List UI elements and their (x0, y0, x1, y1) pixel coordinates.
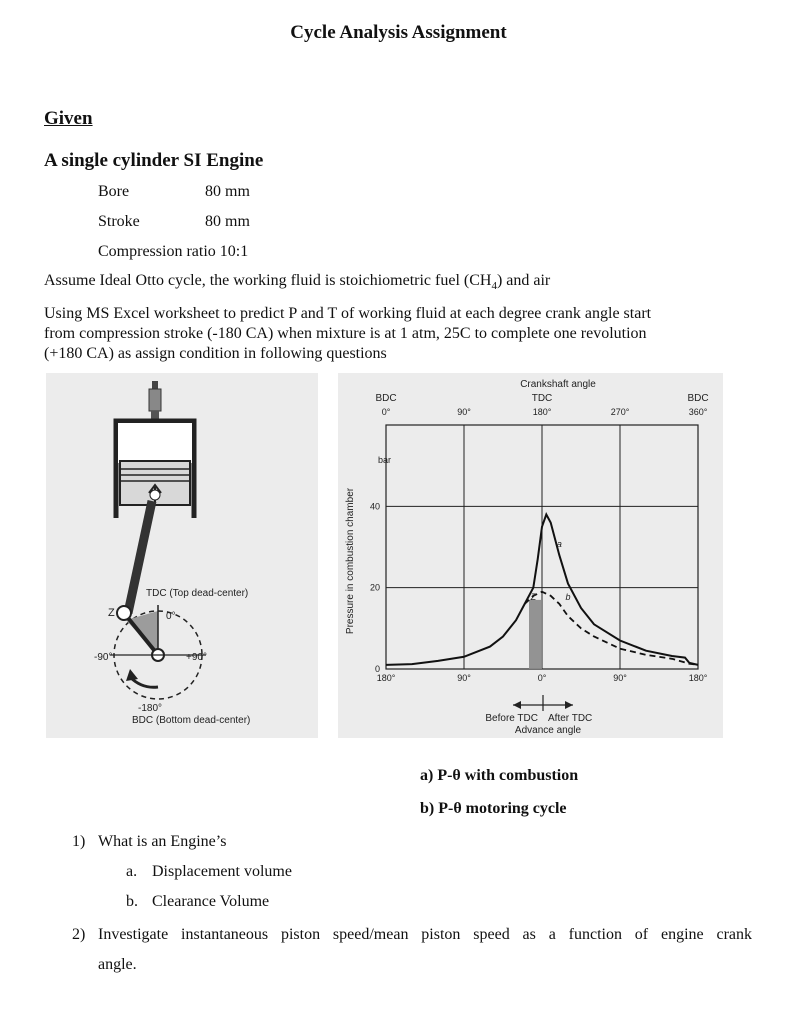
y-tick-label: 40 (369, 501, 380, 512)
instruction-paragraph (44, 304, 744, 364)
top-tick-label: 270° (610, 407, 630, 417)
top-tick-label: 0° (381, 407, 391, 417)
bottom-tick-label: 0° (537, 673, 547, 683)
bottom-tick-label: 90° (613, 673, 627, 683)
y-unit: bar (378, 455, 392, 465)
q2-line-2: angle. (98, 956, 137, 973)
q2-number: 2) (72, 926, 86, 943)
y-axis-label: Pressure in combustion chamber (345, 487, 356, 635)
piston (120, 461, 190, 505)
spec-bore-value: 80 mm (205, 183, 250, 200)
y-tick-label: 20 (369, 582, 380, 593)
instruction-line-3: (+180 CA) as assign condition in following questions (44, 345, 387, 362)
top-tick-label: 90° (457, 407, 471, 417)
q2-line-1: Investigate instantaneous piston speed/mean piston speed as a function of engine crank (98, 926, 752, 943)
chart-title: Crankshaft angle (520, 379, 596, 390)
q1b-number: b. (126, 893, 138, 910)
top-tick-label: 180° (532, 407, 552, 417)
top-axis-name: BDC (375, 393, 397, 404)
assumption-post: ) and air (496, 272, 551, 289)
top-tick-label: 360° (688, 407, 708, 417)
caption-a: a) P-θ with combustion (420, 767, 579, 784)
crank-pin (117, 606, 131, 620)
caption-b: b) P-θ motoring cycle (420, 800, 567, 817)
q1b-text: Clearance Volume (152, 893, 270, 910)
y-tick-label: 0 (374, 664, 380, 674)
minus90-label: -90° (94, 652, 113, 663)
q1a-text: Displacement volume (152, 863, 292, 880)
top-axis-name: BDC (687, 393, 709, 404)
engine-heading: A single cylinder SI Engine (44, 150, 264, 171)
after-tdc-label: After TDC (548, 713, 593, 724)
plus90-label: +90° (186, 652, 207, 663)
bottom-tick-label: 180° (376, 673, 396, 683)
pressure-chart-figure (338, 373, 723, 738)
advance-angle-label: Advance angle (514, 725, 582, 736)
given-heading: Given (44, 108, 93, 129)
before-tdc-label: Before TDC (485, 713, 538, 724)
instruction-line-2: from compression stroke (-180 CA) when mixture is at 1 atm, 25C to complete one revolution (44, 325, 647, 342)
q1-number: 1) (72, 833, 86, 850)
spark-plug (149, 381, 161, 421)
spec-bore-label: Bore (98, 183, 130, 200)
instruction-line-1: Using MS Excel worksheet to predict P and T of working fluid at each degree crank angle start (44, 305, 652, 322)
bottom-tick-label: 90° (457, 673, 471, 683)
ignition-shaded-region (529, 600, 542, 669)
compression-ratio: Compression ratio 10:1 (98, 243, 249, 260)
bottom-tick-label: 180° (688, 673, 708, 683)
assumption-pre: Assume Ideal Otto cycle, the working fluid is stoichiometric fuel (CH (44, 272, 492, 289)
zero-deg-label: 0° (166, 611, 176, 622)
tdc-label: TDC (Top dead-center) (146, 588, 249, 599)
annotation-label: b (565, 591, 571, 602)
piston-crank-figure (46, 373, 318, 738)
z-mark: Z (108, 607, 115, 619)
assumption-sub: 4 (491, 280, 497, 293)
series-b-line (525, 592, 698, 665)
top-axis-name: TDC (531, 393, 553, 404)
q1a-number: a. (126, 863, 138, 880)
annotation-label: a (556, 539, 562, 549)
advance-arrow (513, 695, 573, 711)
minus180-label: -180° (138, 703, 163, 714)
bdc-label: BDC (Bottom dead-center) (132, 715, 251, 726)
spec-stroke-value: 80 mm (205, 213, 250, 230)
pressure-chart-svg (338, 373, 723, 738)
q1-text: What is an Engine’s (98, 833, 227, 850)
spec-stroke-label: Stroke (98, 213, 140, 230)
assumption-text (44, 271, 744, 296)
piston-crank-svg (46, 373, 318, 738)
page-title: Cycle Analysis Assignment (290, 22, 507, 43)
annotation-label: Z (530, 591, 537, 602)
